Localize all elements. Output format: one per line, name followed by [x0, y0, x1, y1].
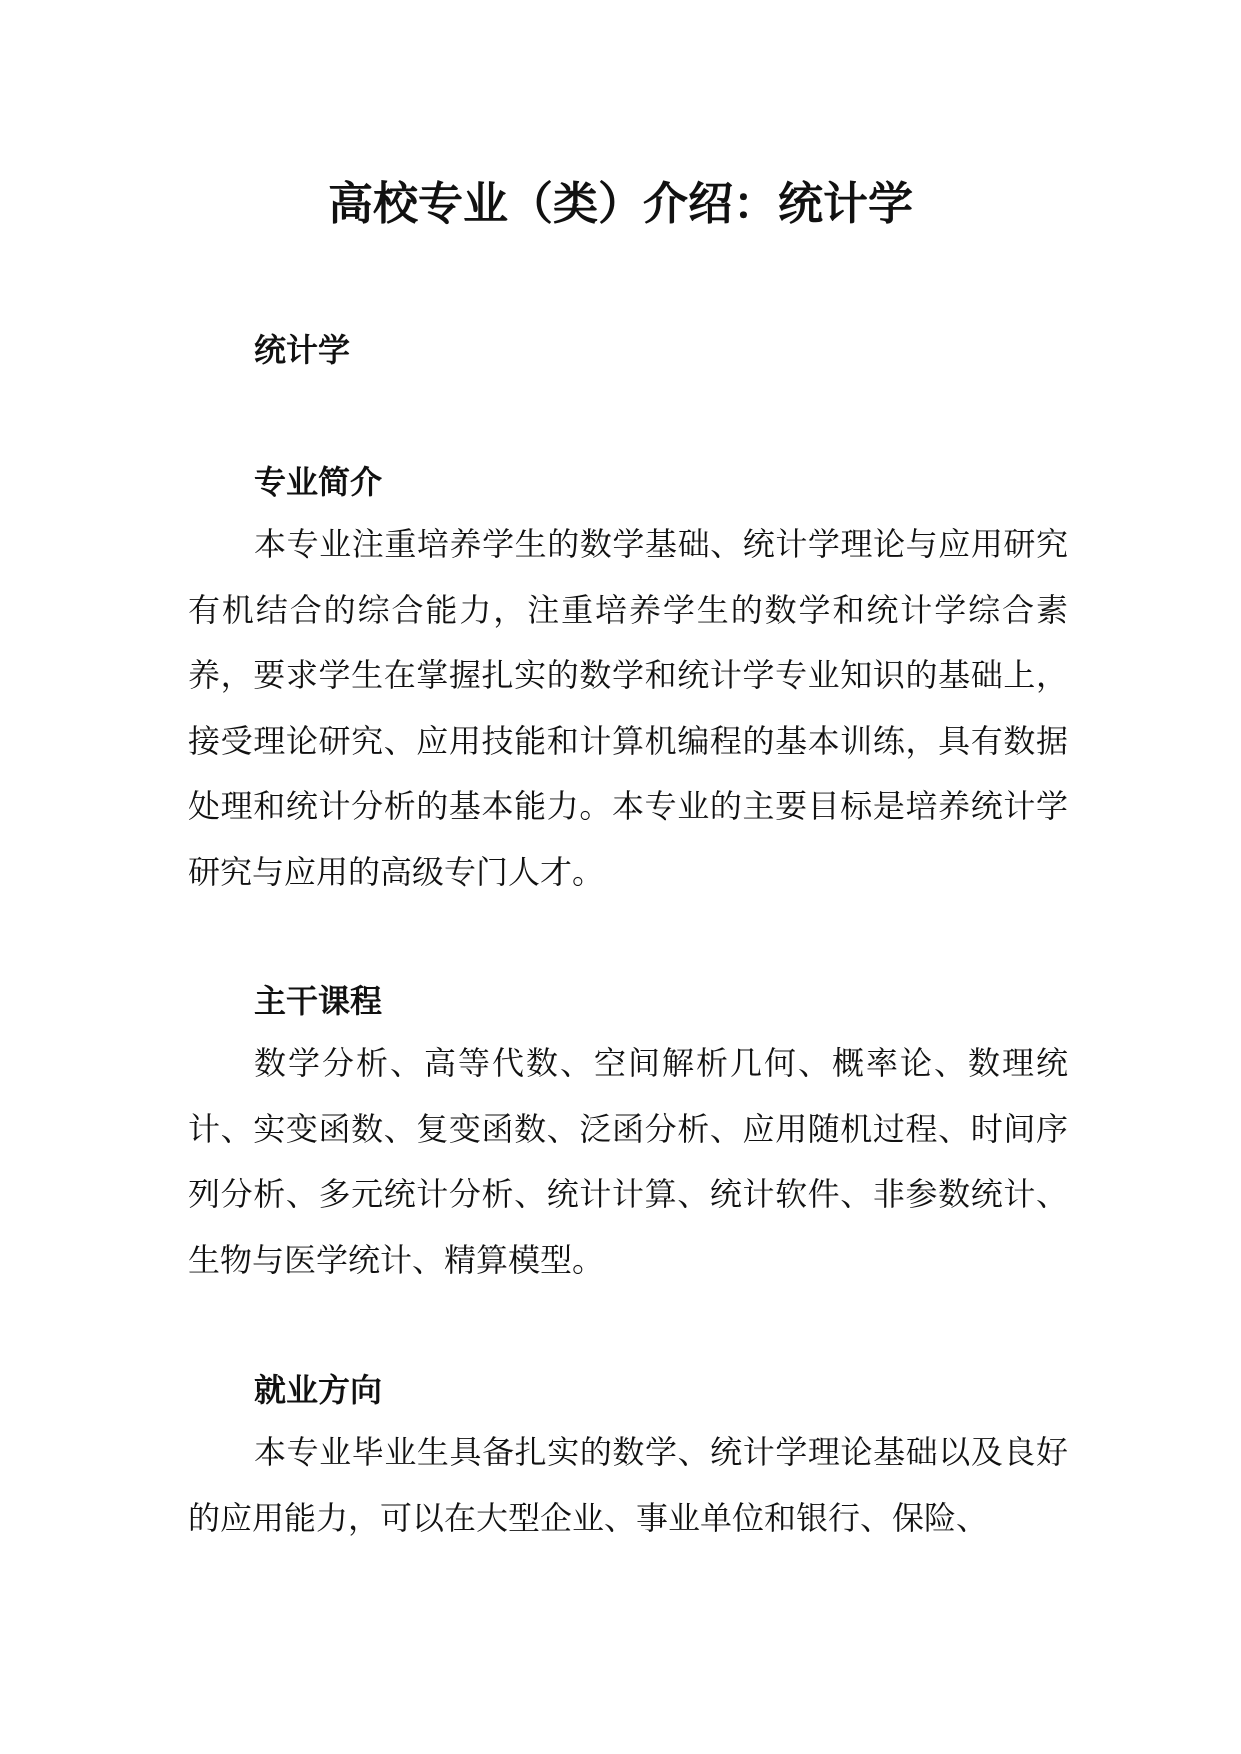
- section-heading: 就业方向: [254, 1371, 383, 1409]
- section-heading: 主干课程: [254, 982, 383, 1020]
- section-body: 本专业毕业生具备扎实的数学、统计学理论基础以及良好的应用能力，可以在大型企业、事业单位和银行、保险、: [188, 1433, 1068, 1537]
- subject-heading: 统计学: [254, 331, 351, 369]
- section-courses: [188, 973, 1068, 1293]
- document-title: 高校专业（类）介绍：统计学: [327, 177, 913, 230]
- section-intro: [188, 454, 1068, 905]
- section-body: 数学分析、高等代数、空间解析几何、概率论、数理统计、实变函数、复变函数、泛函分析、应用随机过程、时间序列分析、多元统计分析、统计计算、统计软件、非参数统计、生物与医学统计、精算模型。: [188, 1044, 1068, 1279]
- subject-heading-block: [188, 322, 1068, 378]
- section-careers: [188, 1362, 1068, 1551]
- section-body: 本专业注重培养学生的数学基础、统计学理论与应用研究有机结合的综合能力，注重培养学生的数学和统计学综合素养，要求学生在掌握扎实的数学和统计学专业知识的基础上，接受理论研究、应用技能和计算机编程的基本训练，具有数据处理和统计分析的基本能力。本专业的主要目标是培养统计学研究与应用的高级专门人才。: [188, 525, 1068, 891]
- section-heading: 专业简介: [254, 463, 383, 501]
